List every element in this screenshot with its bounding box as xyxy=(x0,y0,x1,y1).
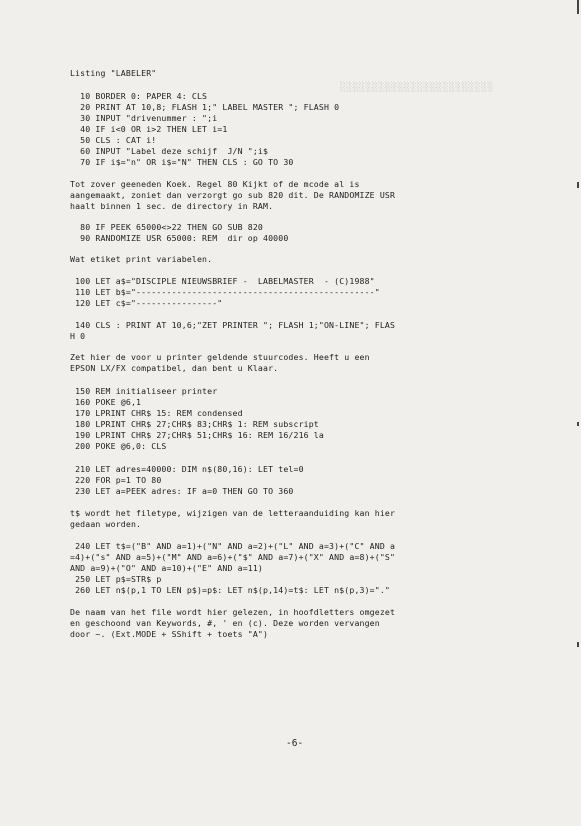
prose-line: Wat etiket print variabelen. xyxy=(70,254,213,264)
code-line: 110 LET b$="-----------------------------------------------" xyxy=(70,287,380,297)
code-line: 260 LET n$(p,1 TO LEN p$)=p$: LET n$(p,14)=t$: LET n$(p,3)="." xyxy=(70,585,390,595)
code-line: 10 BORDER 0: PAPER 4: CLS xyxy=(70,91,208,101)
code-line: H 0 xyxy=(70,331,86,341)
listing-title: Listing "LABELER" xyxy=(70,68,157,78)
code-line: 200 POKE @6,0: CLS xyxy=(70,441,167,451)
code-line: 150 REM initialiseer printer xyxy=(70,386,218,396)
show-through-text: ░░░░░░░░░░░░░░░░░░░░░░░░ xyxy=(340,83,495,93)
scan-edge-mark xyxy=(577,642,579,647)
code-line: 220 FOR p=1 TO 80 xyxy=(70,475,162,485)
code-line: 180 LPRINT CHR$ 27;CHR$ 83;CHR$ 1: REM subscript xyxy=(70,419,319,429)
code-line: 60 INPUT "Label deze schijf J/N ";i$ xyxy=(70,146,269,156)
prose-line: De naam van het file wordt hier gelezen, in hoofdletters omgezet xyxy=(70,607,396,617)
prose-line: aangemaakt, zoniet dan verzorgt go sub 820 dit. De RANDOMIZE USR xyxy=(70,190,396,200)
code-line: 120 LET c$="----------------" xyxy=(70,298,223,308)
prose-line: Zet hier de voor u printer geldende stuurcodes. Heeft u een xyxy=(70,352,370,362)
code-line: 140 CLS : PRINT AT 10,6;"ZET PRINTER "; FLASH 1;"ON-LINE"; FLAS xyxy=(70,320,396,330)
code-line: 80 IF PEEK 65000<>22 THEN GO SUB 820 xyxy=(70,222,264,232)
prose-line: en geschoond van Keywords, #, ' en (c). Deze worden vervangen xyxy=(70,618,380,628)
code-line: 50 CLS : CAT i! xyxy=(70,135,157,145)
code-line: 40 IF i<0 OR i>2 THEN LET i=1 xyxy=(70,124,228,134)
code-line: =4)+("s" AND a=5)+("M" AND a=6)+("$" AND a=7)+("X" AND a=8)+("S" xyxy=(70,552,396,562)
code-line: AND a=9)+("O" AND a=10)+("E" AND a=11) xyxy=(70,563,264,573)
code-line: 250 LET p$=STR$ p xyxy=(70,574,162,584)
code-line: 100 LET a$="DISCIPLE NIEUWSBRIEF - LABELMASTER - (C)1988" xyxy=(70,276,375,286)
code-line: 210 LET adres=40000: DIM n$(80,16): LET tel=0 xyxy=(70,464,304,474)
page-number: -6- xyxy=(286,738,304,749)
prose-line: EPSON LX/FX compatibel, dan bent u Klaar. xyxy=(70,363,279,373)
code-line: 70 IF i$="n" OR i$="N" THEN CLS : GO TO 30 xyxy=(70,157,294,167)
code-line: 170 LPRINT CHR$ 15: REM condensed xyxy=(70,408,243,418)
prose-line: door ~. (Ext.MODE + SShift + toets "A") xyxy=(70,629,269,639)
code-line: 190 LPRINT CHR$ 27;CHR$ 51;CHR$ 16: REM 16/216 la xyxy=(70,430,324,440)
code-line: 90 RANDOMIZE USR 65000: REM dir op 40000 xyxy=(70,233,289,243)
code-line: 240 LET t$=("B" AND a=1)+("N" AND a=2)+("L" AND a=3)+("C" AND a xyxy=(70,541,396,551)
code-line: 230 LET a=PEEK adres: IF a=0 THEN GO TO 360 xyxy=(70,486,294,496)
prose-line: gedaan worden. xyxy=(70,519,142,529)
code-line: 160 POKE @6,1 xyxy=(70,397,142,407)
code-line: 30 INPUT "drivenummer : ";i xyxy=(70,113,218,123)
prose-line: t$ wordt het filetype, wijzigen van de letteraanduiding kan hier xyxy=(70,508,396,518)
scan-edge-mark xyxy=(577,0,579,14)
scan-edge-mark xyxy=(577,422,579,426)
code-line: 20 PRINT AT 10,8; FLASH 1;" LABEL MASTER "; FLASH 0 xyxy=(70,102,340,112)
prose-line: Tot zover geeneden Koek. Regel 80 Kijkt of de mcode al is xyxy=(70,179,360,189)
prose-line: haalt binnen 1 sec. de directory in RAM. xyxy=(70,201,274,211)
scan-edge-mark xyxy=(577,182,579,188)
